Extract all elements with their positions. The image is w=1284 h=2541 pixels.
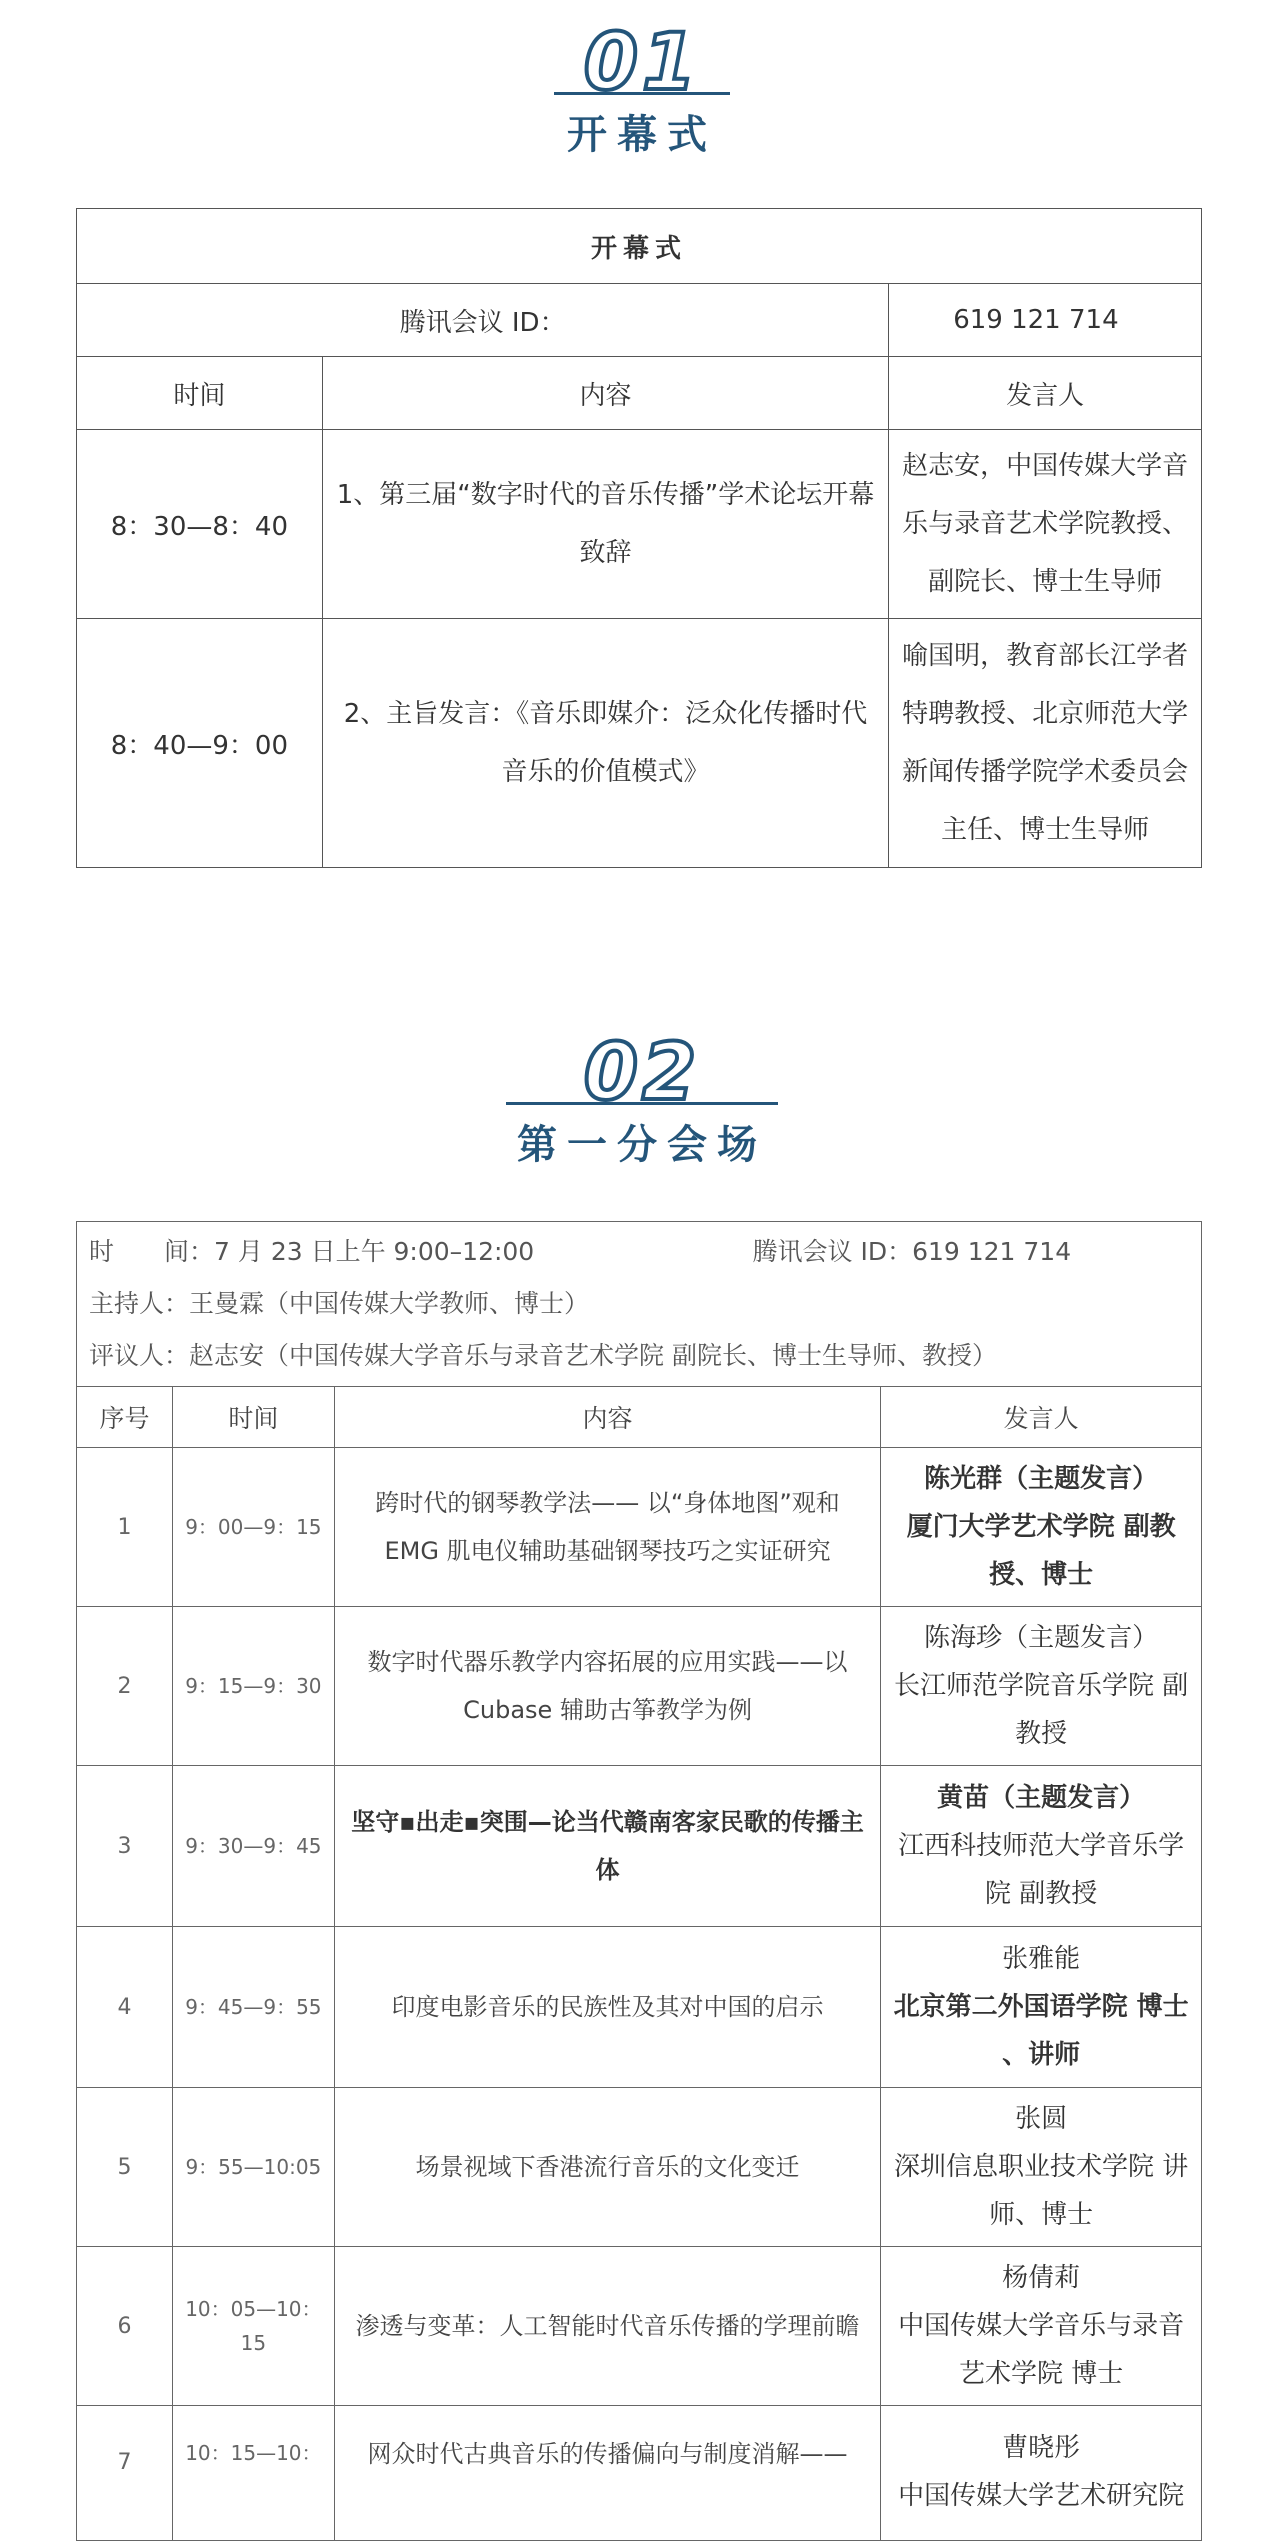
table-banner-row [77, 209, 1202, 284]
table-header-row [77, 1387, 1202, 1448]
row-speaker [881, 1448, 1202, 1607]
meeting-id-text: 619 121 714 [953, 305, 1119, 335]
row-content: 坚守▪出走▪突围—论当代赣南客家民歌的传播主体 [334, 1766, 880, 1927]
section-1-heading [0, 18, 1284, 160]
speaker-name: 张雅能 [1002, 1944, 1081, 1974]
table-row [77, 430, 1202, 619]
session-one-table [76, 1221, 1202, 2541]
session-host: 主持人：王曼霖（中国传媒大学教师、博士） [89, 1289, 590, 1318]
table-row [77, 1607, 1202, 1766]
row-time: 10：15—10： [172, 2406, 334, 2541]
session-time-line [89, 1226, 1189, 1278]
header-content: 内容 [322, 357, 888, 430]
speaker-name: 陈光群（主题发言） [924, 1464, 1159, 1494]
row-content: 网众时代古典音乐的传播偏向与制度消解—— [334, 2406, 880, 2541]
header-content: 内容 [334, 1387, 880, 1448]
speaker-name: 张圆 [1015, 2104, 1068, 2134]
session-info [77, 1222, 1202, 1387]
row-speaker [881, 2088, 1202, 2247]
row-time: 8：30—8：40 [77, 430, 323, 619]
session-reviewer: 评议人：赵志安（中国传媒大学音乐与录音艺术学院 副院长、博士生导师、教授） [89, 1341, 997, 1370]
section-2-title: 第一分会场 [517, 1122, 767, 1168]
speaker-name: 陈海珍（主题发言） [924, 1623, 1159, 1653]
speaker-org: 厦门大学艺术学院 副教授、博士 [906, 1512, 1176, 1590]
row-no: 6 [77, 2247, 173, 2406]
header-speaker: 发言人 [889, 357, 1202, 430]
header-speaker: 发言人 [881, 1387, 1202, 1448]
speaker-org: 江西科技师范大学音乐学院 副教授 [898, 1831, 1185, 1909]
section-1-number: 01 [583, 18, 701, 108]
speaker-name: 杨倩莉 [1002, 2263, 1081, 2293]
session-time-label: 时 间： [89, 1237, 215, 1266]
table-header-row [77, 357, 1202, 430]
row-content: 场景视域下香港流行音乐的文化变迁 [334, 2088, 880, 2247]
table-row [77, 619, 1202, 868]
row-content: 2、主旨发言：《音乐即媒介：泛众化传播时代音乐的价值模式》 [322, 619, 888, 868]
meeting-id [889, 284, 1202, 357]
row-speaker [881, 1927, 1202, 2088]
row-time: 9：30—9：45 [172, 1766, 334, 1927]
speaker-org: 北京第二外国语学院 博士 、讲师 [893, 1992, 1189, 2070]
row-time: 9：55—10:05 [172, 2088, 334, 2247]
row-content: 渗透与变革：人工智能时代音乐传播的学理前瞻 [334, 2247, 880, 2406]
row-content: 跨时代的钢琴教学法—— 以“身体地图”观和 EMG 肌电仪辅助基础钢琴技巧之实证研究 [334, 1448, 880, 1607]
table-row [77, 1927, 1202, 2088]
row-no: 4 [77, 1927, 173, 2088]
row-no: 5 [77, 2088, 173, 2247]
table-row [77, 2088, 1202, 2247]
section-1-title: 开幕式 [567, 112, 717, 158]
row-speaker [881, 1607, 1202, 1766]
header-time: 时间 [77, 357, 323, 430]
table-row [77, 1448, 1202, 1607]
meeting-row [77, 284, 1202, 357]
opening-ceremony-table [76, 208, 1202, 868]
table-row [77, 1766, 1202, 1927]
header-time: 时间 [172, 1387, 334, 1448]
meeting-label-text: 腾讯会议 ID： [399, 307, 566, 338]
row-no: 7 [77, 2406, 173, 2541]
speaker-name: 曹晓彤 [1002, 2433, 1081, 2463]
row-content: 1、第三届“数字时代的音乐传播”学术论坛开幕致辞 [322, 430, 888, 619]
speaker-org: 长江师范学院音乐学院 副教授 [894, 1671, 1189, 1749]
table-banner: 开幕式 [77, 209, 1202, 284]
row-no: 2 [77, 1607, 173, 1766]
table-row [77, 2247, 1202, 2406]
speaker-org: 中国传媒大学艺术研究院 [898, 2481, 1185, 2511]
row-time: 9：00—9：15 [172, 1448, 334, 1607]
speaker-name: 黄苗（主题发言） [937, 1783, 1146, 1813]
speaker-org: 深圳信息职业技术学院 讲师、博士 [894, 2152, 1189, 2230]
row-speaker: 赵志安，中国传媒大学音乐与录音艺术学院教授、副院长、博士生导师 [889, 430, 1202, 619]
row-content: 数字时代器乐教学内容拓展的应用实践——以 Cubase 辅助古筝教学为例 [334, 1607, 880, 1766]
row-time: 10：05—10：15 [172, 2247, 334, 2406]
header-no: 序号 [77, 1387, 173, 1448]
row-time: 9：15—9：30 [172, 1607, 334, 1766]
section-2-heading [0, 1028, 1284, 1170]
row-no: 3 [77, 1766, 173, 1927]
row-time: 8：40—9：00 [77, 619, 323, 868]
table-row [77, 2406, 1202, 2541]
row-speaker [881, 1766, 1202, 1927]
row-content: 印度电影音乐的民族性及其对中国的启示 [334, 1927, 880, 2088]
section-2-number: 02 [583, 1028, 701, 1118]
row-time: 9：45—9：55 [172, 1927, 334, 2088]
meeting-label [77, 284, 889, 357]
session-time-value: 7 月 23 日上午 9:00–12:00 [214, 1237, 535, 1266]
row-speaker: 喻国明，教育部长江学者特聘教授、北京师范大学新闻传播学院学术委员会主任、博士生导师 [889, 619, 1202, 868]
row-speaker [881, 2406, 1202, 2541]
row-speaker [881, 2247, 1202, 2406]
speaker-org: 中国传媒大学音乐与录音艺术学院 博士 [898, 2311, 1185, 2389]
row-no: 1 [77, 1448, 173, 1607]
session-info-row [77, 1222, 1202, 1387]
session-meeting-id: 腾讯会议 ID：619 121 714 [752, 1237, 1072, 1266]
